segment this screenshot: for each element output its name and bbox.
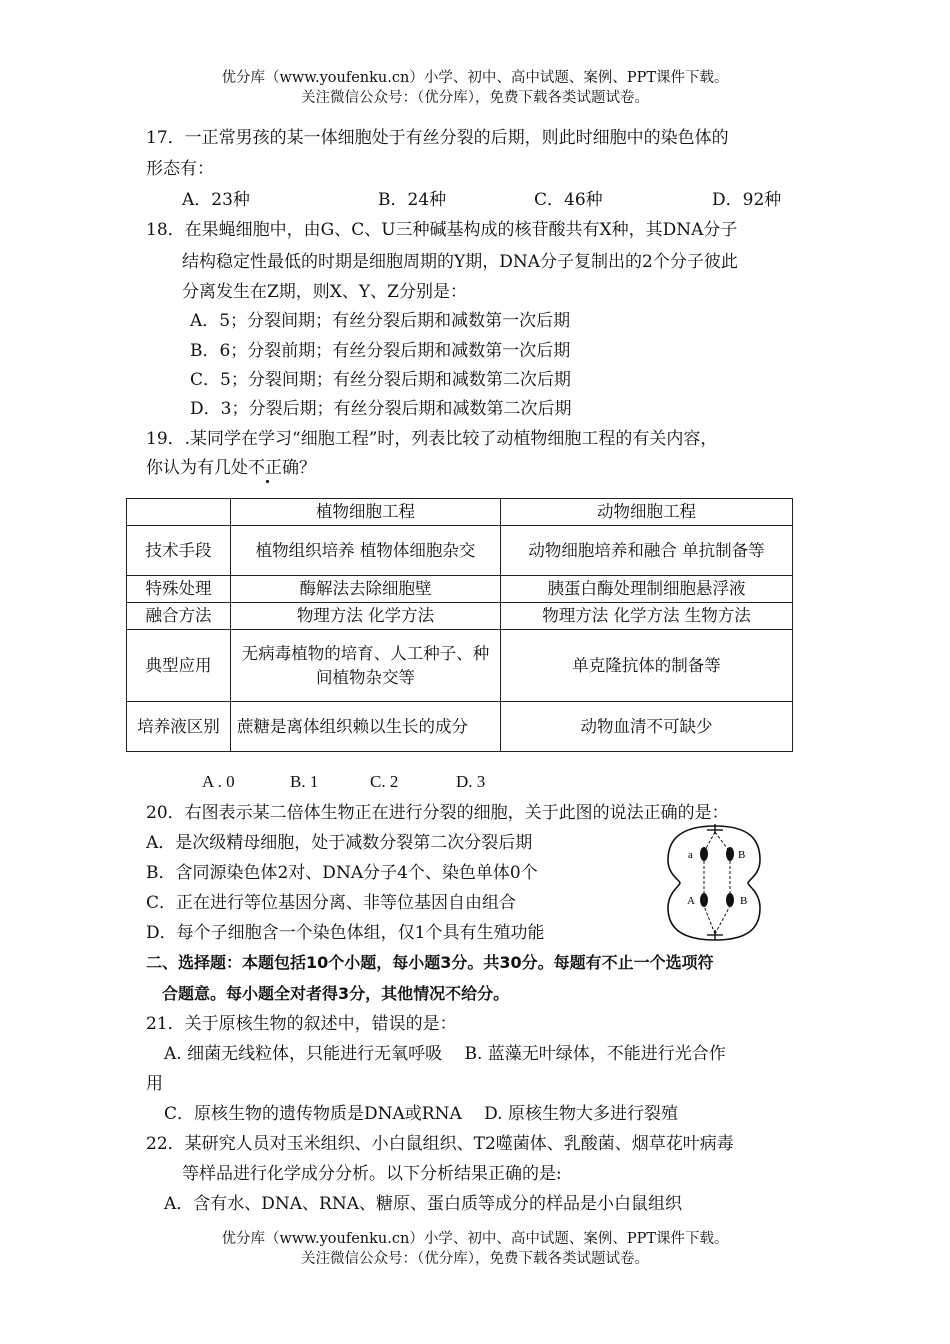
table-cell: 技术手段 [127, 526, 231, 576]
q21-options-line2: 用 [146, 1074, 163, 1094]
q18-option-d: D．3；分裂后期；有丝分裂后期和减数第二次后期 [190, 399, 572, 419]
table-cell: 物理方法 化学方法 生物方法 [501, 603, 793, 630]
table-cell: 特殊处理 [127, 576, 231, 603]
table-cell: 单克隆抗体的制备等 [501, 630, 793, 702]
table-cell: 物理方法 化学方法 [231, 603, 501, 630]
gene-label-a: a [688, 849, 693, 861]
q20-option-b: B．含同源染色体2对、DNA分子4个、染色单体0个 [146, 863, 538, 883]
table-header-cell: 动物细胞工程 [501, 499, 793, 526]
table-row [127, 630, 793, 702]
q22-option-a: A．含有水、DNA、RNA、糖原、蛋白质等成分的样品是小白鼠组织 [164, 1194, 683, 1214]
q17-option-d: D．92种 [712, 190, 782, 210]
comparison-table [126, 498, 793, 752]
q18-stem-line3: 分离发生在Z期，则X、Y、Z分别是： [182, 282, 467, 302]
q19-option-b: B. 1 [290, 772, 319, 791]
q19-stem-line1: 19．.某同学在学习“细胞工程”时，列表比较了动植物细胞工程的有关内容， [146, 429, 718, 449]
emphasis-dot [266, 480, 269, 483]
q18-option-a: A．5；分裂间期；有丝分裂后期和减数第一次后期 [190, 311, 571, 331]
dividing-cell-figure [660, 820, 770, 946]
table-cell: 培养液区别 [127, 702, 231, 752]
q17-stem-line1: 17．一正常男孩的某一体细胞处于有丝分裂的后期，则此时细胞中的染色体的 [146, 128, 729, 148]
page-header-line1: 优分库（www.youfenku.cn）小学、初中、高中试题、案例、PPT课件下载。 [221, 70, 729, 86]
table-cell: 动物血清不可缺少 [501, 702, 793, 752]
q17-option-a: A．23种 [182, 190, 250, 210]
q18-option-c: C．5；分裂间期；有丝分裂后期和减数第二次后期 [190, 370, 571, 390]
table-cell: 动物细胞培养和融合 单抗制备等 [501, 526, 793, 576]
centriole-bottom [707, 930, 723, 940]
cell-membrane [668, 826, 760, 940]
q18-option-b: B．6；分裂前期；有丝分裂后期和减数第一次后期 [190, 341, 571, 361]
section2-heading-line2: 合题意。每小题全对者得3分，其他情况不给分。 [162, 984, 510, 1003]
q22-stem-line2: 等样品进行化学成分分析。以下分析结果正确的是: [182, 1164, 562, 1184]
table-cell: 典型应用 [127, 630, 231, 702]
q22-stem-line1: 22．某研究人员对玉米组织、小白鼠组织、T2噬菌体、乳酸菌、烟草花叶病毒 [146, 1134, 734, 1154]
q19-option-c: C. 2 [370, 772, 399, 791]
table-cell: 无病毒植物的培育、人工种子、种间植物杂交等 [231, 630, 501, 702]
q18-stem-line2: 结构稳定性最低的时期是细胞周期的Y期，DNA分子复制出的2个分子彼此 [182, 252, 738, 272]
q20-option-d: D．每个子细胞含一个染色体组，仅1个具有生殖功能 [146, 923, 545, 943]
q19-stem-line2: 你认为有几处不正确？ [146, 458, 316, 478]
chromosomes [700, 847, 734, 907]
q20-stem: 20．右图表示某二倍体生物正在进行分裂的细胞，关于此图的说法正确的是： [146, 803, 729, 823]
table-cell: 蔗糖是离体组织赖以生长的成分 [231, 702, 501, 752]
table-cell: 融合方法 [127, 603, 231, 630]
table-cell: 胰蛋白酶处理制细胞悬浮液 [501, 576, 793, 603]
q20-option-a: A．是次级精母细胞，处于减数分裂第二次分裂后期 [146, 833, 533, 853]
table-header-row [127, 499, 793, 526]
q20-option-c: C．正在进行等位基因分离、非等位基因自由组合 [146, 893, 517, 913]
table-row [127, 702, 793, 752]
table-row [127, 576, 793, 603]
gene-label-b-top: B [738, 849, 746, 861]
q21-options-line1: A. 细菌无线粒体，只能进行无氧呼吸 B. 蓝藻无叶绿体，不能进行光合作 [164, 1044, 726, 1064]
q17-option-b: B．24种 [378, 190, 447, 210]
page-footer-line2: 关注微信公众号：（优分库），免费下载各类试题试卷。 [301, 1251, 649, 1267]
gene-label-a-upper: A [687, 895, 695, 907]
table-cell: 植物组织培养 植物体细胞杂交 [231, 526, 501, 576]
q21-stem: 21．关于原核生物的叙述中，错误的是： [146, 1014, 457, 1034]
q17-option-c: C．46种 [534, 190, 603, 210]
page-header-line2: 关注微信公众号：（优分库），免费下载各类试题试卷。 [301, 90, 649, 106]
table-header-cell: 植物细胞工程 [231, 499, 501, 526]
q19-option-d: D. 3 [456, 772, 486, 791]
q21-options-line3: C．原核生物的遗传物质是DNA或RNA D. 原核生物大多进行裂殖 [164, 1104, 678, 1124]
table-header-cell [127, 499, 231, 526]
table-row [127, 526, 793, 576]
gene-label-b-bottom: B [740, 895, 748, 907]
section2-heading-line1: 二、选择题：本题包括10个小题，每小题3分。共30分。每题有不止一个选项符 [146, 953, 714, 972]
table-cell: 酶解法去除细胞壁 [231, 576, 501, 603]
page-footer-line1: 优分库（www.youfenku.cn）小学、初中、高中试题、案例、PPT课件下载。 [221, 1231, 729, 1247]
q18-stem-line1: 18．在果蝇细胞中，由G、C、U三种碱基构成的核苷酸共有X种，其DNA分子 [146, 220, 738, 240]
q19-option-a: A . 0 [202, 772, 235, 791]
q17-stem-line2: 形态有： [146, 159, 214, 179]
spindle-fibers [704, 832, 730, 934]
table-row [127, 603, 793, 630]
